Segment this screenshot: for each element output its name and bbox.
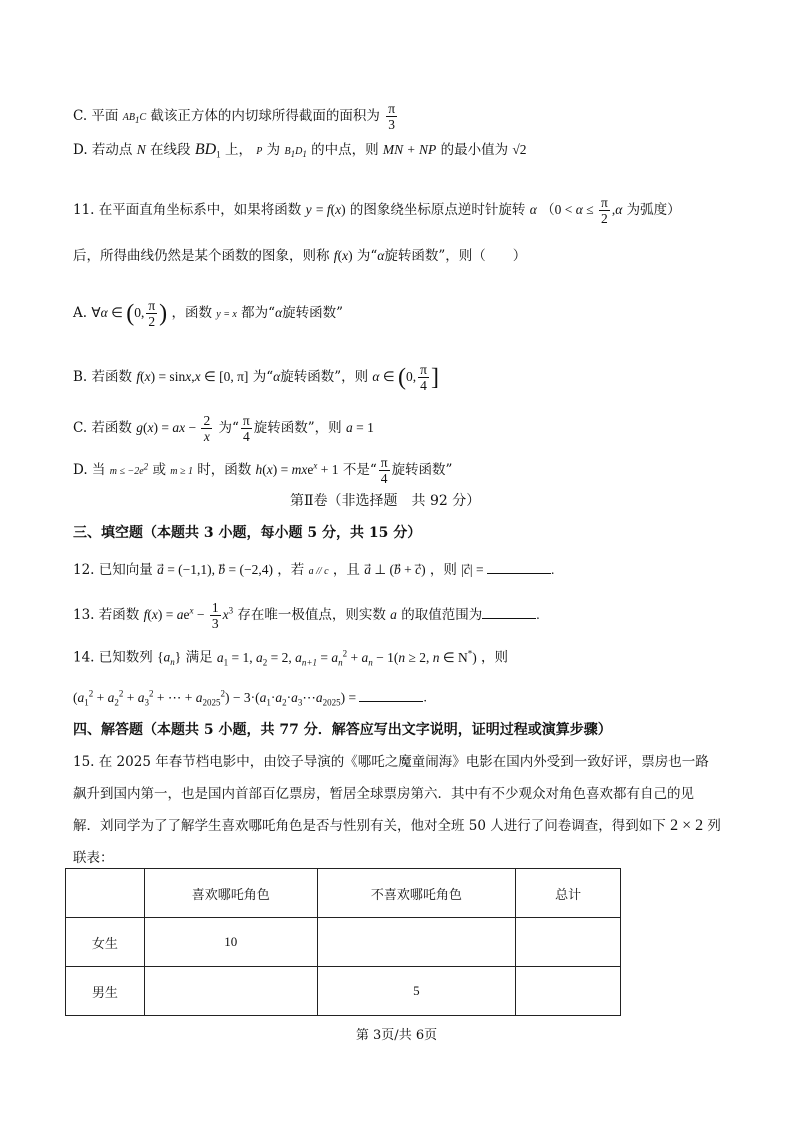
- q11-option-d: D. 当 $m \le -2e^2$ 或 m ≥ 1 时，函数 h(x) = mxe$^x$ + 1 不是“ $\frac{\pi}{4}$ 旋转函数”: [73, 455, 453, 486]
- row-label: 女生: [66, 918, 145, 967]
- table-cell: 5: [317, 967, 516, 1016]
- section-heading: 第Ⅱ卷（非选择题 共 92 分）: [290, 493, 481, 509]
- table-row: [66, 918, 621, 967]
- answer-blank[interactable]: [482, 604, 536, 619]
- header-cell: [66, 869, 145, 918]
- table-cell: [317, 918, 516, 967]
- page-footer: 第 3页/共 6页: [355, 1028, 438, 1043]
- q11-option-b: B. 若函数 f(x) = sinx,x ∈ [0, π] 为“α旋转函数”，则 α ∈ (0, $\frac{\pi}{4}$ ]: [73, 362, 439, 393]
- q11-option-c: C. 若函数 g(x) = ax − $\frac{2}{x}$ 为“ $\frac{\pi}{4}$ 旋转函数”，则 a = 1: [73, 413, 374, 444]
- q14: 14. 已知数列 $\{a_n\}$ 满足 $a_1 = 1$, $a_2 = 2$, $a_{n+1} = a_n^2 + a_n - 1(n \ge 2$, n ∈ N*) ，则: [73, 648, 509, 668]
- table-row: [66, 967, 621, 1016]
- table-cell: 10: [144, 918, 317, 967]
- answer-blank[interactable]: [359, 687, 423, 702]
- q15-line3: 解．刘同学为了了解学生喜欢哪吒角色是否与性别有关，他对全班 50 人进行了问卷调查，得到如下 2 × 2 列: [73, 817, 721, 834]
- header-cell: 喜欢哪吒角色: [144, 869, 317, 918]
- q14-expression: ($a_1^2 + a_2^2 + a_3^2$ + ⋯ + $a_{2025}^2$) − $3\cdot(a_1\cdot a_2\cdot a_3\cdots a_{2025})$ = .: [73, 688, 427, 708]
- q11-option-a: A. ∀α ∈ (0, $\frac{\pi}{2}$ ) ，函数 y = x 都为“α旋转函数”: [73, 298, 344, 329]
- row-label: 男生: [66, 967, 145, 1016]
- contingency-table: [65, 868, 621, 1016]
- part3-heading: 三、填空题（本题共 3 小题，每小题 5 分，共 15 分）: [73, 525, 422, 541]
- q11-stem: 11. 在平面直角坐标系中，如果将函数 y = f(x) 的图象绕坐标原点逆时针旋转 α （0 < α ≤ $\frac{\pi}{2}$ ,α 为弧度）: [73, 195, 681, 226]
- table-header-row: [66, 869, 621, 918]
- q11-stem-line2: 后，所得曲线仍然是某个函数的图象，则称 f(x) 为“α旋转函数”，则（ ）: [73, 248, 527, 264]
- q10-option-d: D. 若动点 N 在线段 $BD_1$ 上， P 为 $B_1D_1$ 的中点，则 MN + NP 的最小值为 √2: [73, 141, 527, 160]
- table-cell: [144, 967, 317, 1016]
- q13: 13. 若函数 $f(x) = ae^x$ − $\frac{1}{3}$ $x^3$ 存在唯一极值点，则实数 a 的取值范围为 .: [73, 600, 540, 631]
- q12: 12. 已知向量 a⃗ = (−1,1), b⃗ = (−2,4) ，若 a // c ，且 a⃗ ⊥ (b⃗ + c⃗) ，则 |c⃗| = .: [73, 559, 554, 582]
- q10-option-c: C. 平面 $AB_1C$ 截该正方体的内切球所得截面的面积为 $\frac{\pi}{3}$: [73, 101, 396, 132]
- pi-over-3: $\frac{\pi}{3}$: [388, 101, 396, 132]
- q15-line2: 飙升到国内第一，也是国内首部百亿票房，暂居全球票房第六．其中有不少观众对角色喜欢都有自己的见: [73, 786, 694, 802]
- header-cell: 不喜欢哪吒角色: [317, 869, 516, 918]
- table-cell: [516, 918, 621, 967]
- answer-blank[interactable]: [487, 559, 551, 574]
- q15-line4: 联表：: [73, 850, 114, 866]
- plane-label: $AB_1C$: [122, 112, 147, 125]
- part4-heading: 四、解答题（本题共 5 小题，共 77 分．解答应写出文字说明，证明过程或演算步骤）: [73, 722, 612, 738]
- q15-line1: 15. 在 2025 年春节档电影中，由饺子导演的《哪吒之魔童闹海》电影在国内外受到一致好评，票房也一路: [73, 754, 709, 770]
- table-cell: [516, 967, 621, 1016]
- header-cell: 总计: [516, 869, 621, 918]
